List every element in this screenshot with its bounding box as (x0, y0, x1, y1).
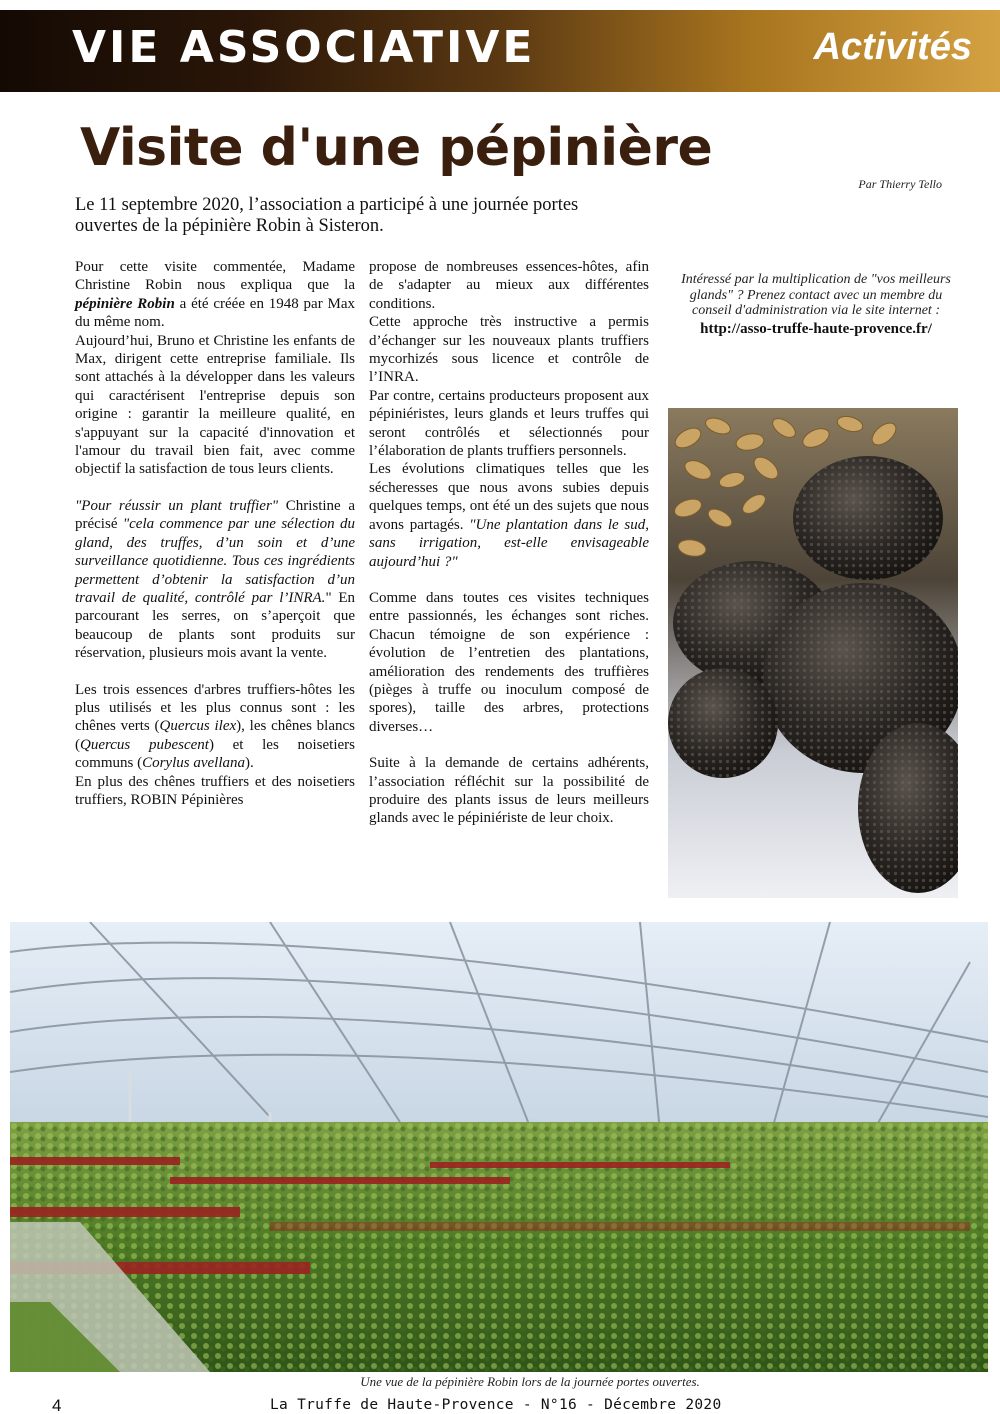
paragraph: Comme dans toutes ces visites techniques entre passionnés, les échanges sont riches. Chacun témoigne de son expérience : évolution de l’entretien des plantations, amélioration des rendements des truffières (pièges à truffe ou inoculum composé de spores), taille des arbres, protections diverses… (369, 589, 649, 735)
paragraph: Les trois essences d'arbres truffiers-hôtes les plus utilisés et les plus connus sont : les chênes verts (Quercus ilex), les chênes blancs (Quercus pubescent) et les noisetiers communs (Corylus avellana). (75, 681, 355, 772)
website-link[interactable]: http://asso-truffe-haute-provence.fr/ (700, 320, 932, 337)
article-column-middle (369, 258, 649, 828)
sidebar-text: Intéressé par la multiplication de "vos meilleurs glands" ? Prenez contact avec un membre du conseil d'administration via le site internet : (681, 272, 951, 318)
article-column-left (75, 258, 355, 809)
sidebar-contact-note (672, 272, 960, 337)
byline: Par Thierry Tello (858, 177, 942, 191)
page-number: 4 (52, 1396, 62, 1414)
paragraph: Cette approche très instructive a permis d’échanger sur les nouveaux plants truffiers mycorhizés sous licence et contrôle de l’INRA. (369, 314, 649, 386)
paragraph: Pour cette visite commentée, Madame Christine Robin nous expliqua que la pépinière Robin a été créée en 1948 par Max du même nom. (75, 259, 355, 331)
paragraph: "Pour réussir un plant truffier" Christine a précisé "cela commence par une sélection du gland, des truffes, d’un soin et d’une surveillance quotidienne. Tous ces ingrédients permettent d’obtenir la satisfaction d’un travail de qualité, contrôlé par l’INRA." En parcourant les serres, on s’aperçoit que beaucoup de plants sont produits sur réservation, plusieurs mois avant la vente. (75, 497, 355, 662)
article-lede: Le 11 septembre 2020, l’association a participé à une journée portes ouvertes de la pépinière Robin à Sisteron. (75, 195, 579, 236)
greenhouse-photo (10, 922, 988, 1372)
category-label: Activités (813, 26, 972, 68)
paragraph: propose de nombreuses essences-hôtes, afin de s'adapter au mieux aux différentes conditions. (369, 259, 649, 312)
footer-publication: La Truffe de Haute-Provence - N°16 - Décembre 2020 (270, 1397, 722, 1413)
paragraph: Suite à la demande de certains adhérents, l’association réfléchit sur la possibilité de produire des plants issus de leurs meilleurs glands avec le pépiniériste de leur choix. (369, 755, 649, 827)
paragraph: Aujourd’hui, Bruno et Christine les enfants de Max, dirigent cette entreprise familiale. Ils sont attachés à la développer dans les valeurs qui caractérisent l'entreprise depuis son origine : garantir la meilleure qualité, en s'appuyant sur la capacité d'innovation et l'amour du travail bien fait, avec comme objectif la satisfaction de tous leurs clients. (75, 332, 355, 478)
paragraph: En plus des chênes truffiers et des noisetiers truffiers, ROBIN Pépinières (75, 773, 355, 808)
nursery-name: pépinière Robin (75, 295, 175, 312)
paragraph: Par contre, certains producteurs proposent aux pépiniéristes, leurs glands et leurs truffes qui seront contrôlés et sélectionnés pour l’élaboration de plants truffiers personnels. (369, 387, 649, 460)
section-title: VIE ASSOCIATIVE (72, 22, 536, 73)
truffle-photo (668, 408, 958, 898)
photo-caption: Une vue de la pépinière Robin lors de la journée portes ouvertes. (360, 1374, 700, 1389)
article-title: Visite d'une pépinière (80, 118, 713, 178)
paragraph: Les évolutions climatiques telles que les sécheresses que nous avons subies depuis quelques temps, ont été un des sujets que nous avons partagés. "Une plantation dans le sud, sans irrigation, est-elle envisageable aujourd’hui ?" (369, 461, 650, 570)
